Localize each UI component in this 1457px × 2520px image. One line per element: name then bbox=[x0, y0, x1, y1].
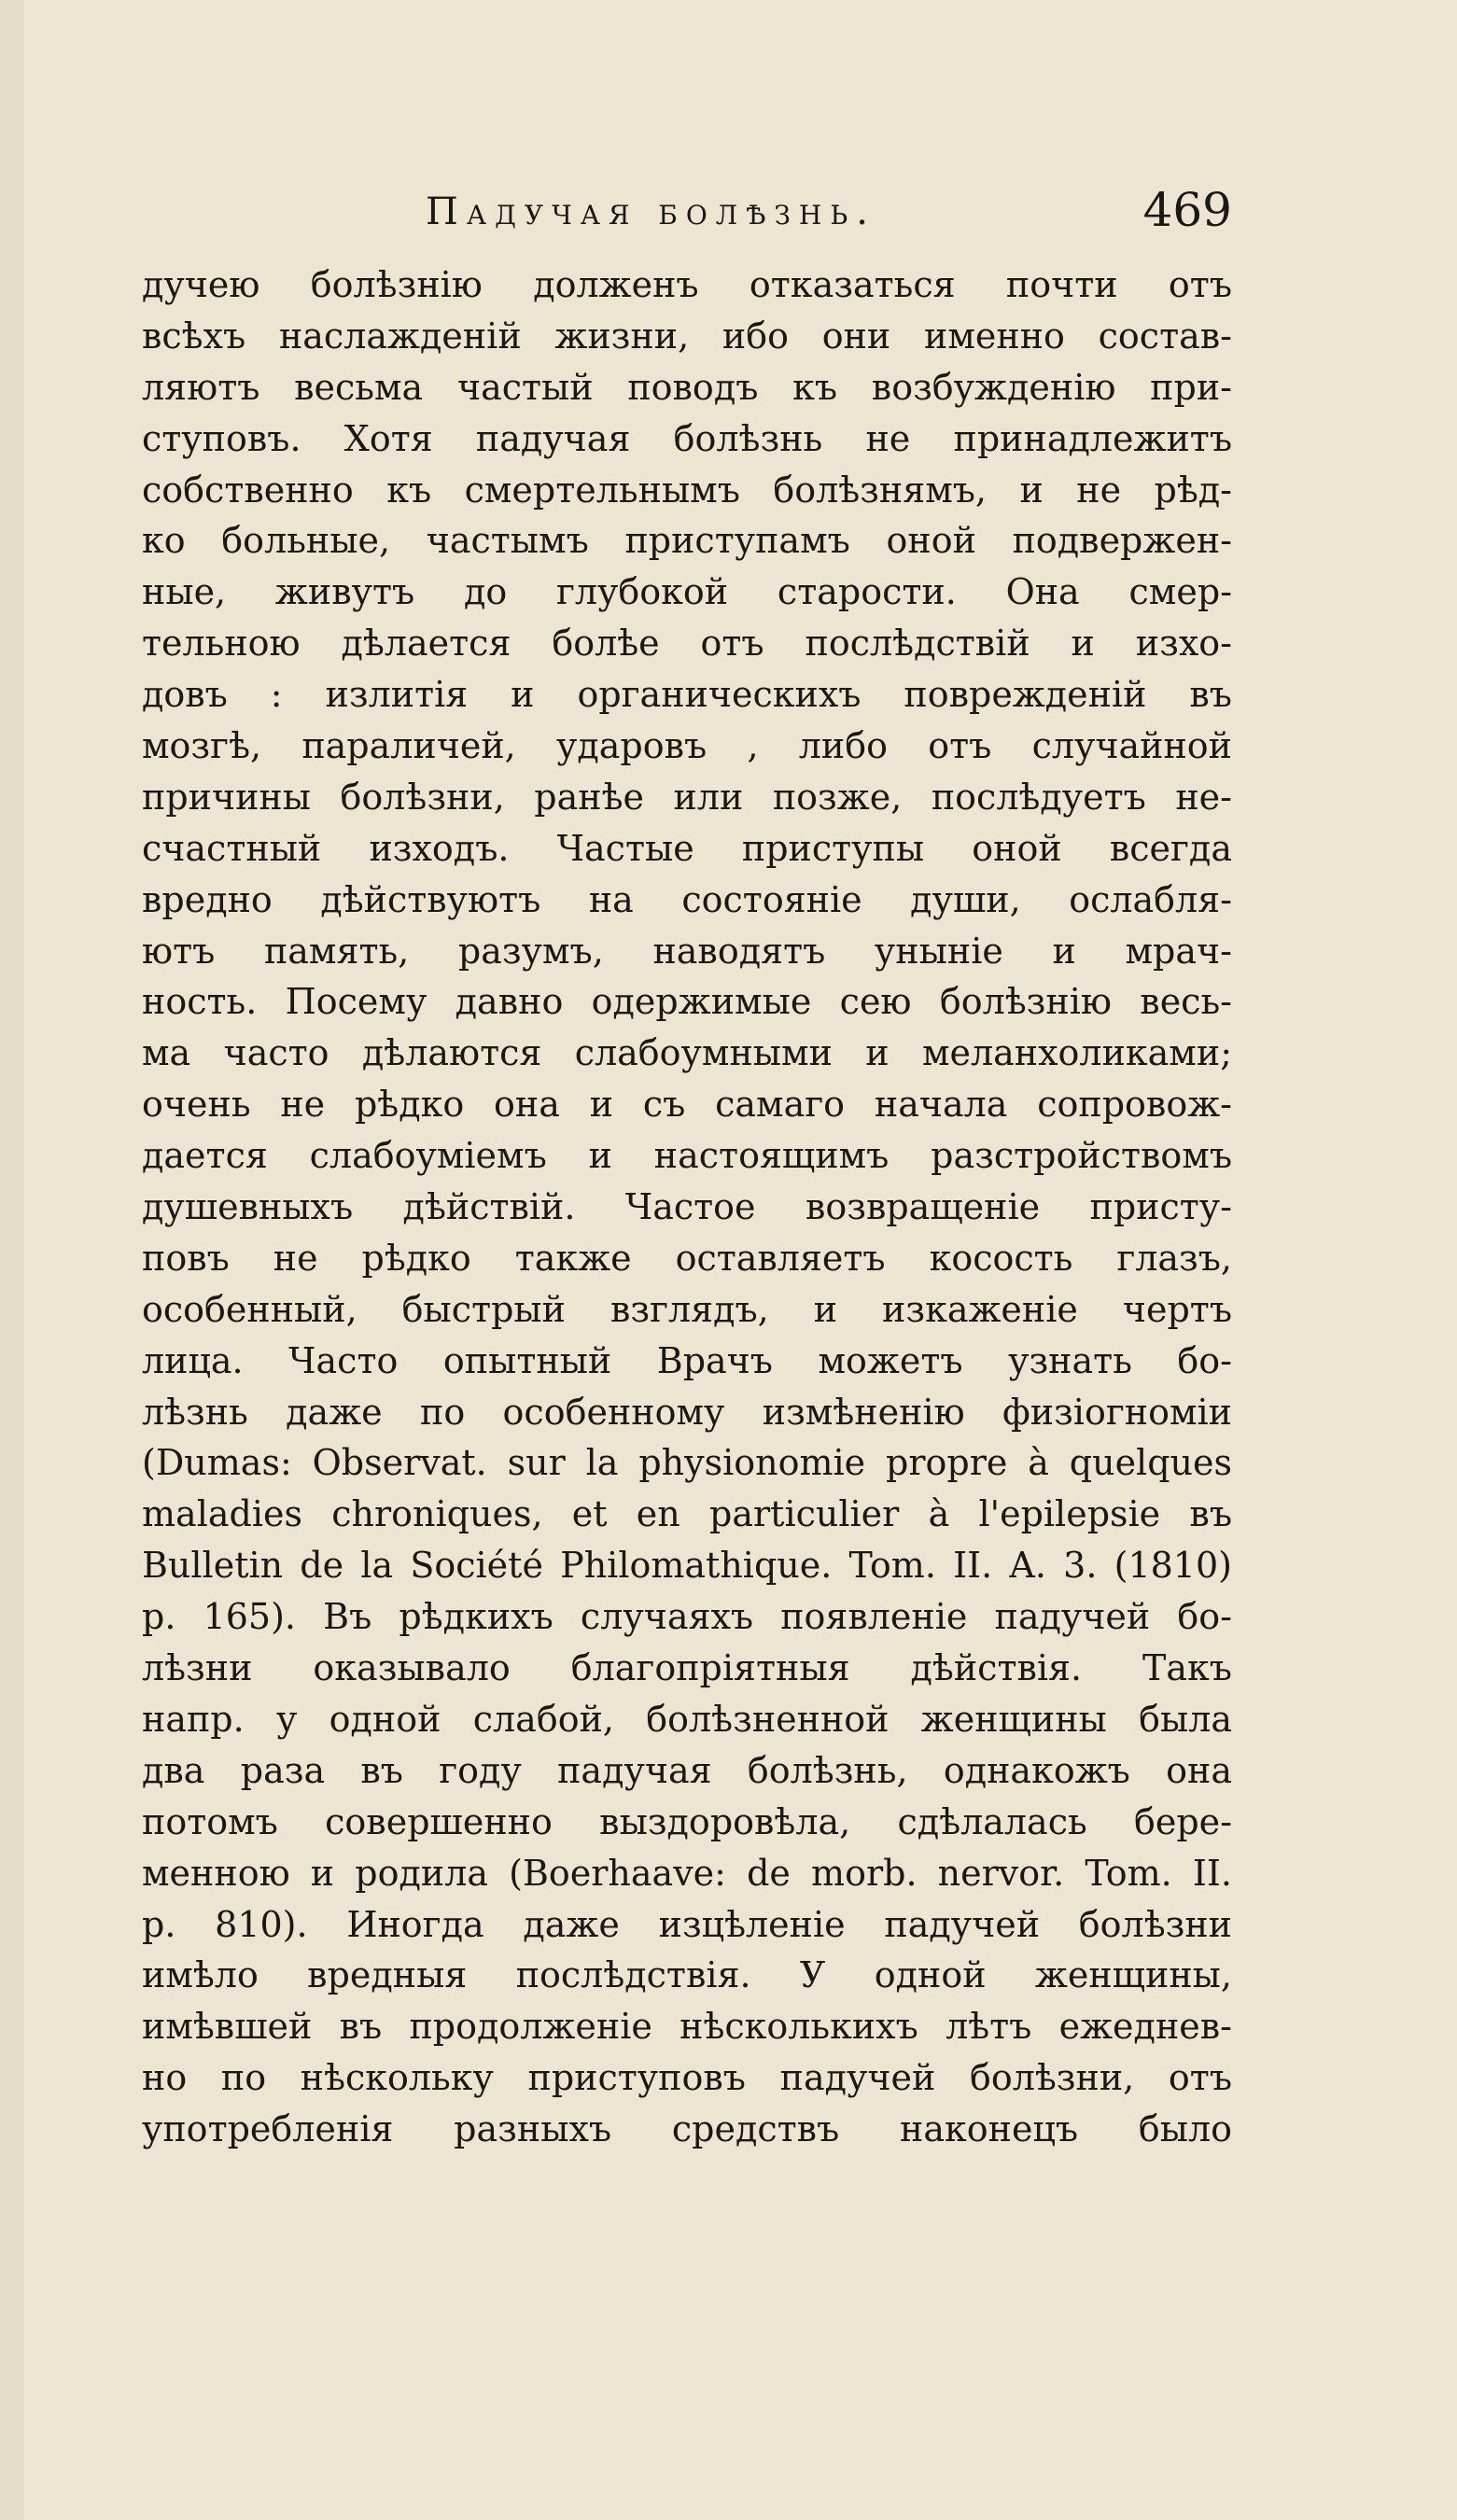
text-line: лѣзнь даже по особенному измѣненію физіогноміи bbox=[142, 1391, 1232, 1433]
text-line: дучею болѣзнію долженъ отказаться почти отъ bbox=[142, 264, 1232, 305]
text-line: два раза въ году падучая болѣзнь, однакожъ она bbox=[142, 1749, 1232, 1791]
text-line: напр. у одной слабой, болѣзненной женщины была bbox=[142, 1698, 1232, 1740]
text-line: дается слабоуміемъ и настоящимъ разстройствомъ bbox=[142, 1135, 1232, 1177]
text-line: но по нѣскольку приступовъ падучей болѣзни, отъ bbox=[142, 2057, 1232, 2099]
text-line: причины болѣзни, ранѣе или позже, послѣдуетъ не- bbox=[142, 776, 1232, 818]
page-header bbox=[140, 183, 1232, 239]
text-line: p. 165). Въ рѣдкихъ случаяхъ появленіе падучей бо- bbox=[142, 1596, 1232, 1638]
text-line: менною и родила (Boerhaave: de morb. nervor. Tom. II. bbox=[142, 1852, 1232, 1894]
text-line: довъ : излитія и органическихъ поврежденій въ bbox=[142, 674, 1232, 716]
text-line: Bulletin de la Société Philomathique. Tom. II. A. 3. (1810) bbox=[142, 1545, 1232, 1587]
text-line: очень не рѣдко она и съ самаго начала сопровож- bbox=[142, 1084, 1232, 1126]
text-line: лица. Часто опытный Врачъ можетъ узнать бо- bbox=[142, 1339, 1232, 1381]
page-number: 469 bbox=[1142, 183, 1232, 237]
text-line: maladies chroniques, et en particulier à l'epilepsie въ bbox=[142, 1493, 1232, 1535]
text-line: ные, живутъ до глубокой старости. Она смер- bbox=[142, 571, 1232, 613]
text-line: имѣвшей въ продолженіе нѣсколькихъ лѣтъ ежеднев- bbox=[142, 2006, 1232, 2048]
text-line: собственно къ смертельнымъ болѣзнямъ, и не рѣд- bbox=[142, 469, 1232, 511]
text-line: всѣхъ наслажденій жизни, ибо они именно состав- bbox=[142, 315, 1232, 357]
text-line: лѣзни оказывало благопріятныя дѣйствія. Такъ bbox=[142, 1647, 1232, 1689]
running-head: Падучая болѣзнь. bbox=[426, 190, 876, 233]
text-line: особенный, быстрый взглядъ, и изкаженіе чертъ bbox=[142, 1288, 1232, 1330]
text-line: употребленія разныхъ средствъ наконецъ было bbox=[142, 2108, 1232, 2150]
text-line: ступовъ. Хотя падучая болѣзнь не принадлежитъ bbox=[142, 417, 1232, 459]
text-line: счастный изходъ. Частые приступы оной всегда bbox=[142, 827, 1232, 869]
text-line: тельною дѣлается болѣе отъ послѣдствій и изхо- bbox=[142, 623, 1232, 665]
text-line: имѣло вредныя послѣдствія. У одной женщины, bbox=[142, 1954, 1232, 1996]
body-text bbox=[142, 259, 1232, 2155]
text-line: мозгѣ, параличей, ударовъ , либо отъ случайной bbox=[142, 725, 1232, 767]
text-line: вредно дѣйствуютъ на состояніе души, ослабля- bbox=[142, 878, 1232, 920]
text-line: потомъ совершенно выздоровѣла, сдѣлалась бере- bbox=[142, 1800, 1232, 1842]
text-line: p. 810). Иногда даже изцѣленіе падучей болѣзни bbox=[142, 1903, 1232, 1945]
text-line: душевныхъ дѣйствій. Частое возвращеніе присту- bbox=[142, 1186, 1232, 1228]
text-line: ко больные, частымъ приступамъ оной подвержен- bbox=[142, 520, 1232, 562]
text-line: повъ не рѣдко также оставляетъ косость глазъ, bbox=[142, 1237, 1232, 1279]
page-gutter-shadow bbox=[0, 0, 24, 2520]
text-line: ляютъ весьма частый поводъ къ возбужденію при- bbox=[142, 366, 1232, 408]
text-line: (Dumas: Observat. sur la physionomie propre à quelques bbox=[142, 1442, 1232, 1484]
text-line: ютъ память, разумъ, наводятъ уныніе и мрач- bbox=[142, 930, 1232, 972]
text-line: ность. Посему давно одержимые сею болѣзнію весь- bbox=[142, 981, 1232, 1023]
text-line: ма часто дѣлаются слабоумными и меланхоликами; bbox=[142, 1032, 1232, 1074]
